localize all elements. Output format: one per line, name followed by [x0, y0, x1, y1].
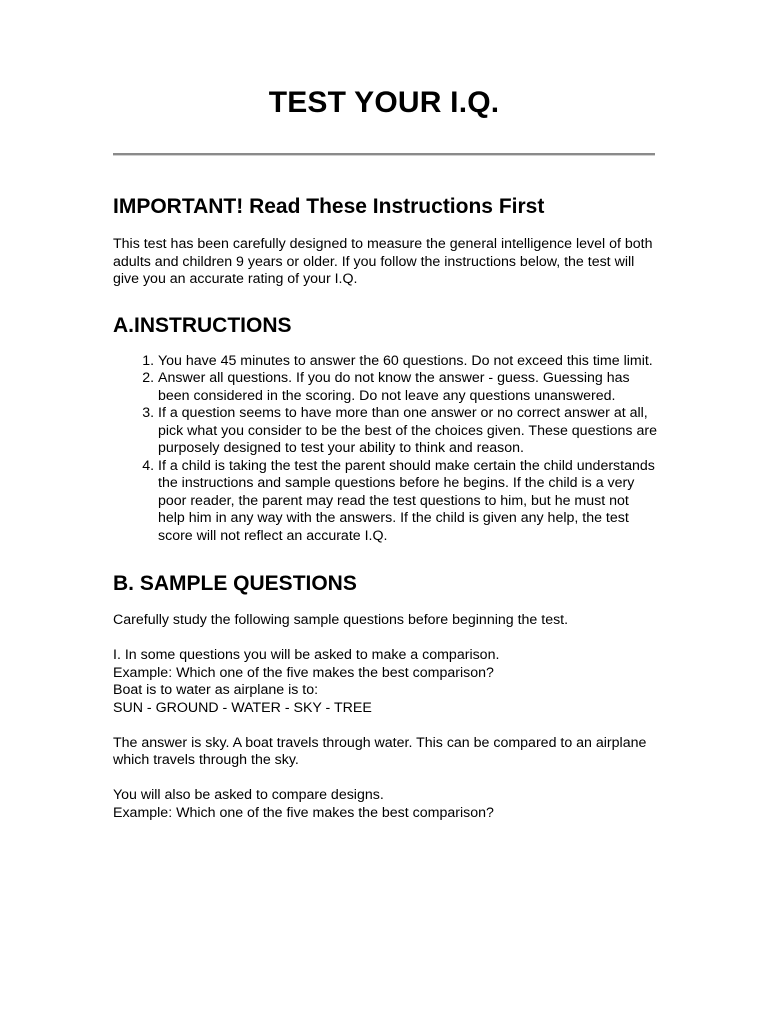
sample-q1-choices: SUN - GROUND - WATER - SKY - TREE: [113, 699, 372, 716]
sample-q2-example: Example: Which one of the five makes the best comparison?: [113, 804, 494, 821]
sample-q1-example: Example: Which one of the five makes the best comparison?: [113, 664, 494, 681]
instructions-list: [113, 353, 659, 546]
sample-q1-answer: The answer is sky. A boat travels through water. This can be compared to an airplane which travels through the sky.: [113, 734, 647, 768]
sample-q1-intro: I. In some questions you will be asked to make a comparison.: [113, 647, 500, 663]
instruction-item: 3. If a question seems to have more than one answer or no correct answer at all, pick what you consider to be the best of the choices given. These questions are purposely designed to test your ability to think and reason.: [158, 405, 659, 458]
instructions-heading: A.INSTRUCTIONS: [113, 313, 292, 337]
document-body: [113, 193, 659, 822]
instruction-item: 2. Answer all questions. If you do not know the answer - guess. Guessing has been considered in the scoring. Do not leave any questions unanswered.: [158, 370, 659, 405]
document-title: TEST YOUR I.Q.: [268, 86, 500, 119]
sample-q1-question: Boat is to water as airplane is to:: [113, 682, 319, 698]
intro-paragraph: This test has been carefully designed to measure the general intelligence level of both adults and children 9 years or older. If you follow the instructions below, the test will give you an accurate rating of your I.Q.: [113, 236, 653, 287]
instruction-item: 1. You have 45 minutes to answer the 60 questions. Do not exceed this time limit.: [158, 353, 659, 371]
important-heading: IMPORTANT! Read These Instructions First: [113, 195, 545, 218]
samples-intro: Carefully study the following sample questions before beginning the test.: [113, 612, 569, 628]
title-divider: [113, 153, 655, 155]
sample-questions-heading: B. SAMPLE QUESTIONS: [113, 572, 357, 595]
sample-q2-intro: You will also be asked to compare designs.: [113, 787, 384, 803]
instruction-item: 4. If a child is taking the test the parent should make certain the child understands the instructions and sample questions before he begins. If the child is a very poor reader, the parent may read the test questions to him, but he must not help him in any way with the answers. If the child is given any help, the test score will not reflect an accurate I.Q.: [158, 458, 659, 546]
